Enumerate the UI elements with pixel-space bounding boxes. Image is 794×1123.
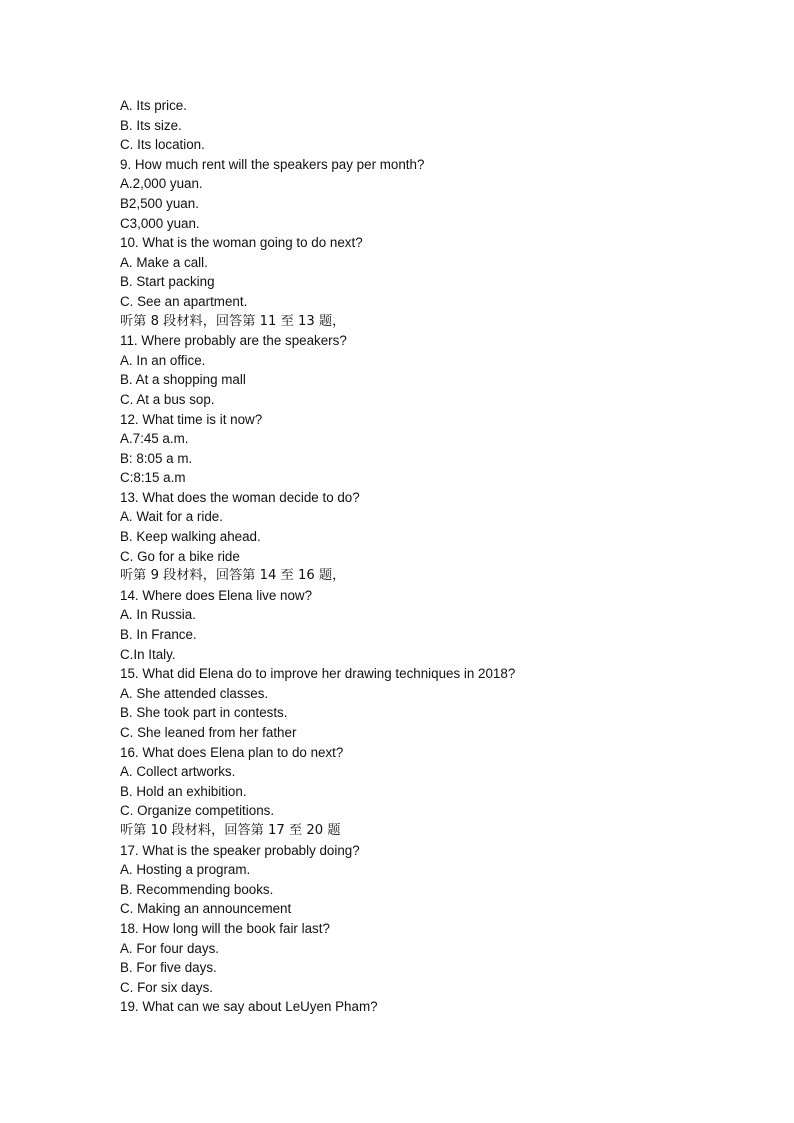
question-line: 11. Where probably are the speakers? bbox=[120, 333, 347, 349]
option-line: A. Its price. bbox=[120, 98, 187, 113]
question-line: 13. What does the woman decide to do? bbox=[120, 489, 360, 505]
option-line: C. At a bus sop. bbox=[120, 391, 215, 407]
question-line: 18. How long will the book fair last? bbox=[120, 920, 330, 936]
option-line: A. In an office. bbox=[120, 352, 206, 368]
question-line: 12. What time is it now? bbox=[120, 411, 263, 427]
option-line: B. Its size. bbox=[120, 117, 182, 133]
option-line: B. At a shopping mall bbox=[120, 372, 246, 388]
option-line: C. She leaned from her father bbox=[120, 725, 297, 740]
option-line: A. Make a call. bbox=[120, 254, 208, 270]
option-line: A. Wait for a ride. bbox=[120, 509, 223, 525]
option-line: B. She took part in contests. bbox=[120, 705, 288, 721]
question-line: 17. What is the speaker probably doing? bbox=[120, 842, 360, 858]
option-line: B. For five days. bbox=[120, 960, 217, 976]
option-line: B. Keep walking ahead. bbox=[120, 529, 261, 545]
option-line: C:8:15 a.m bbox=[120, 470, 186, 486]
question-line: 14. Where does Elena live now? bbox=[120, 587, 313, 603]
option-line: C. Organize competitions. bbox=[120, 803, 275, 819]
option-line: C. See an apartment. bbox=[120, 293, 248, 309]
question-line: 10. What is the woman going to do next? bbox=[120, 235, 363, 251]
option-line: C. Its location. bbox=[120, 137, 205, 153]
option-line: A. For four days. bbox=[120, 940, 219, 956]
option-line: A.2,000 yuan. bbox=[120, 176, 203, 192]
option-line: C.In Italy. bbox=[120, 646, 176, 662]
option-line: A.7:45 a.m. bbox=[120, 431, 189, 447]
question-line: 19. What can we say about LeUyen Pham? bbox=[120, 999, 378, 1015]
option-line: B. Start packing bbox=[120, 274, 215, 290]
option-line: B: 8:05 a m. bbox=[120, 450, 193, 466]
option-line: C3,000 yuan. bbox=[120, 215, 200, 231]
option-line: C. Go for a bike ride bbox=[120, 548, 240, 564]
option-line: B. Recommending books. bbox=[120, 881, 274, 897]
document-body bbox=[120, 96, 720, 1017]
option-line: A. Hosting a program. bbox=[120, 862, 251, 878]
option-line: A. Collect artworks. bbox=[120, 764, 236, 780]
option-line: C. Making an announcement bbox=[120, 901, 292, 917]
option-line: B. In France. bbox=[120, 627, 197, 643]
option-line: A. She attended classes. bbox=[120, 685, 269, 701]
section-instruction: 听第 9 段材料，回答第 14 至 16 题， bbox=[120, 568, 346, 584]
option-line: C. For six days. bbox=[120, 979, 214, 995]
question-line: 16. What does Elena plan to do next? bbox=[120, 744, 344, 760]
option-line: A. In Russia. bbox=[120, 607, 196, 623]
question-line: 9. How much rent will the speakers pay per month? bbox=[120, 156, 425, 172]
section-instruction: 听第 10 段材料，回答第 17 至 20 题 bbox=[120, 822, 341, 838]
option-line: B. Hold an exhibition. bbox=[120, 783, 247, 799]
section-instruction: 听第 8 段材料，回答第 11 至 13 题， bbox=[120, 313, 346, 329]
option-line: B2,500 yuan. bbox=[120, 195, 199, 211]
question-line: 15. What did Elena do to improve her drawing techniques in 2018? bbox=[120, 666, 516, 682]
